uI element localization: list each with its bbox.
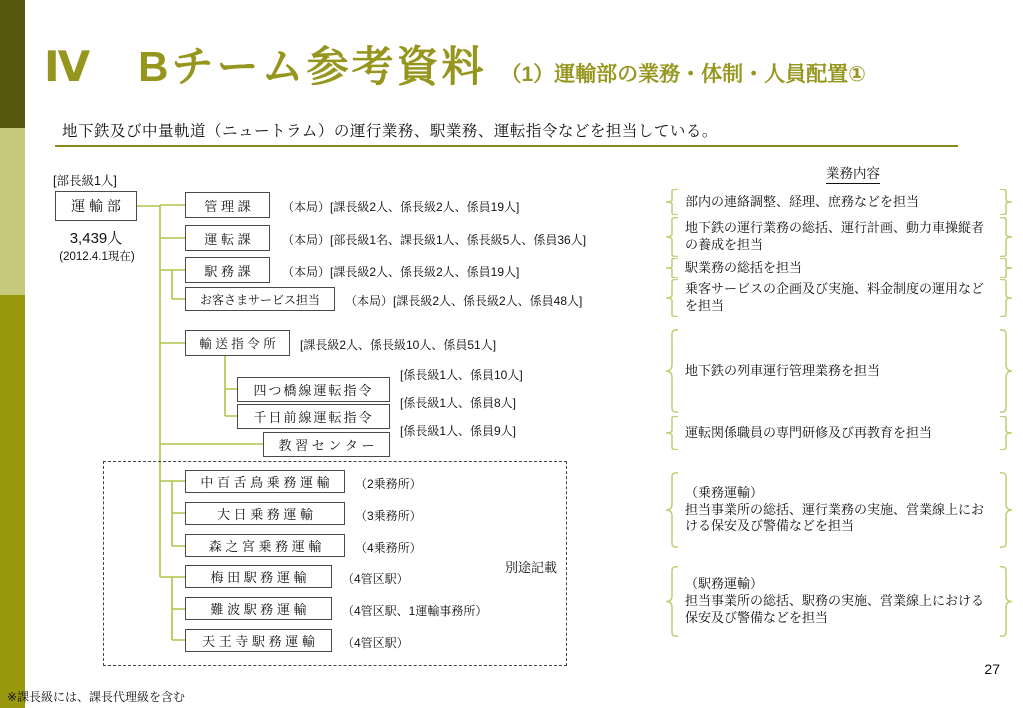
org-note-dainichi-jomu: （3乗務所） [355,509,422,523]
org-note-nakamozu-jomu: （2乗務所） [355,477,422,491]
left-brace-icon [665,472,679,548]
org-box-kanri-ka: 管 理 課 [185,192,270,218]
org-box-yotsubashi-shirei: 四つ橋線運転指令 [237,377,390,402]
org-box-okyakusama-service: お客さまサービス担当 [185,287,335,311]
org-box-unten-ka: 運 転 課 [185,225,270,251]
left-bar-dark [0,0,25,128]
duty-text: 乗客サービスの企画及び実施、料金制度の運用などを担当 [685,281,985,313]
left-brace-icon [665,217,679,257]
right-brace-icon [999,416,1013,450]
title-rule [55,145,958,147]
org-box-morinomiya-jomu: 森 之 宮 乗 務 運 輸 [185,534,345,557]
left-brace-icon [665,329,679,413]
left-bar-light [0,128,25,295]
right-brace-icon [999,472,1013,548]
org-box-umeda-ekimu: 梅 田 駅 務 運 輸 [185,565,332,588]
right-brace-icon [999,279,1013,317]
org-box-kyoshu-center: 教 習 セ ン タ ー [263,432,390,457]
duty-body: 担当事業所の総括、運行業務の実施、営業線上における保安及び警備などを担当 [685,501,985,534]
title-main: Ⅳ Bチーム参考資料 [44,43,487,90]
footnote: ※課長級には、課長代理級を含む [7,690,186,704]
org-note-umeda-ekimu: （4管区駅） [342,572,409,586]
left-brace-icon [665,258,679,278]
org-box-dainichi-jomu: 大 日 乗 務 運 輸 [185,502,345,525]
duty-heading: （乗務運輸） [685,484,764,500]
org-box-unyubu: 運 輸 部 [55,191,137,221]
duty-text: 運転関係職員の専門研修及び再教育を担当 [685,424,933,440]
right-brace-icon [999,189,1013,215]
org-note-yotsubashi-shirei: [係長級1人、係員10人] [400,368,523,382]
right-brace-icon [999,329,1013,413]
duty-text [685,485,993,536]
duty-text: 部内の連絡調整、経理、庶務などを担当 [685,193,920,209]
duty-heading: （駅務運輸） [685,576,764,592]
left-brace-icon [665,566,679,637]
org-box-yuso-shireisho: 輸 送 指 令 所 [185,330,290,356]
org-note-ekimu-ka: （本局）[課長級2人、係長級2人、係員19人] [282,265,520,279]
left-brace-icon [665,416,679,450]
right-brace-icon [999,217,1013,257]
headcount-date: (2012.4.1現在) [59,251,135,263]
lead-sentence: 地下鉄及び中量軌道（ニュートラム）の運行業務、駅業務、運転指令などを担当している。 [62,123,718,140]
duty-block-7 [665,472,1013,548]
left-brace-icon [665,279,679,317]
duty-text: 駅業務の総括を担当 [685,259,803,275]
duty-block-1 [665,189,1013,215]
title-sub: （1）運輸部の業務・体制・人員配置① [500,63,866,86]
duty-text [685,576,993,627]
duty-block-4 [665,279,1013,317]
org-note-okyakusama-service: （本局）[課長級2人、係長級2人、係員48人] [345,294,583,308]
org-note-tennoji-ekimu: （4管区駅） [342,636,409,650]
page-title [44,34,866,94]
duty-block-5 [665,329,1013,413]
org-note-kanri-ka: （本局）[課長級2人、係長級2人、係員19人] [282,200,520,214]
duty-block-8 [665,566,1013,637]
betto-label: 別途記載 [505,560,558,575]
duties-header: 業務内容 [826,162,880,184]
org-box-namba-ekimu: 難 波 駅 務 運 輸 [185,597,332,620]
org-box-ekimu-ka: 駅 務 課 [185,257,270,283]
org-note-kyoshu-center: [係長級1人、係員9人] [400,424,517,438]
headcount: 3,439人 [69,230,123,247]
org-note-namba-ekimu: （4管区駅、1運輸事務所） [342,604,488,618]
org-note-morinomiya-jomu: （4乗務所） [355,541,422,555]
page-number: 27 [984,661,1000,677]
right-brace-icon [999,258,1013,278]
org-box-nakamozu-jomu: 中 百 舌 鳥 乗 務 運 輸 [185,470,345,493]
org-note-unten-ka: （本局）[部長級1名、課長級1人、係長級5人、係員36人] [282,233,587,247]
org-note-sennichimae-shirei: [係長級1人、係員8人] [400,396,517,410]
duty-block-3 [665,258,1013,278]
duty-block-6 [665,416,1013,450]
duty-body: 担当事業所の総括、駅務の実施、営業線上における保安及び警備などを担当 [685,593,985,625]
left-bar-mid [0,295,25,708]
org-box-tennoji-ekimu: 天 王 寺 駅 務 運 輸 [185,629,332,652]
duty-text: 地下鉄の列車運行管理業務を担当 [685,362,881,378]
left-brace-icon [665,189,679,215]
org-note-yuso-shireisho: [課長級2人、係長級10人、係員51人] [300,338,497,352]
right-brace-icon [999,566,1013,637]
dept-head-label: [部長級1人] [53,174,117,188]
duty-text: 地下鉄の運行業務の総括、運行計画、動力車操縦者の養成を担当 [685,220,985,252]
duty-block-2 [665,217,1013,257]
org-box-sennichimae-shirei: 千日前線運転指令 [237,404,390,429]
